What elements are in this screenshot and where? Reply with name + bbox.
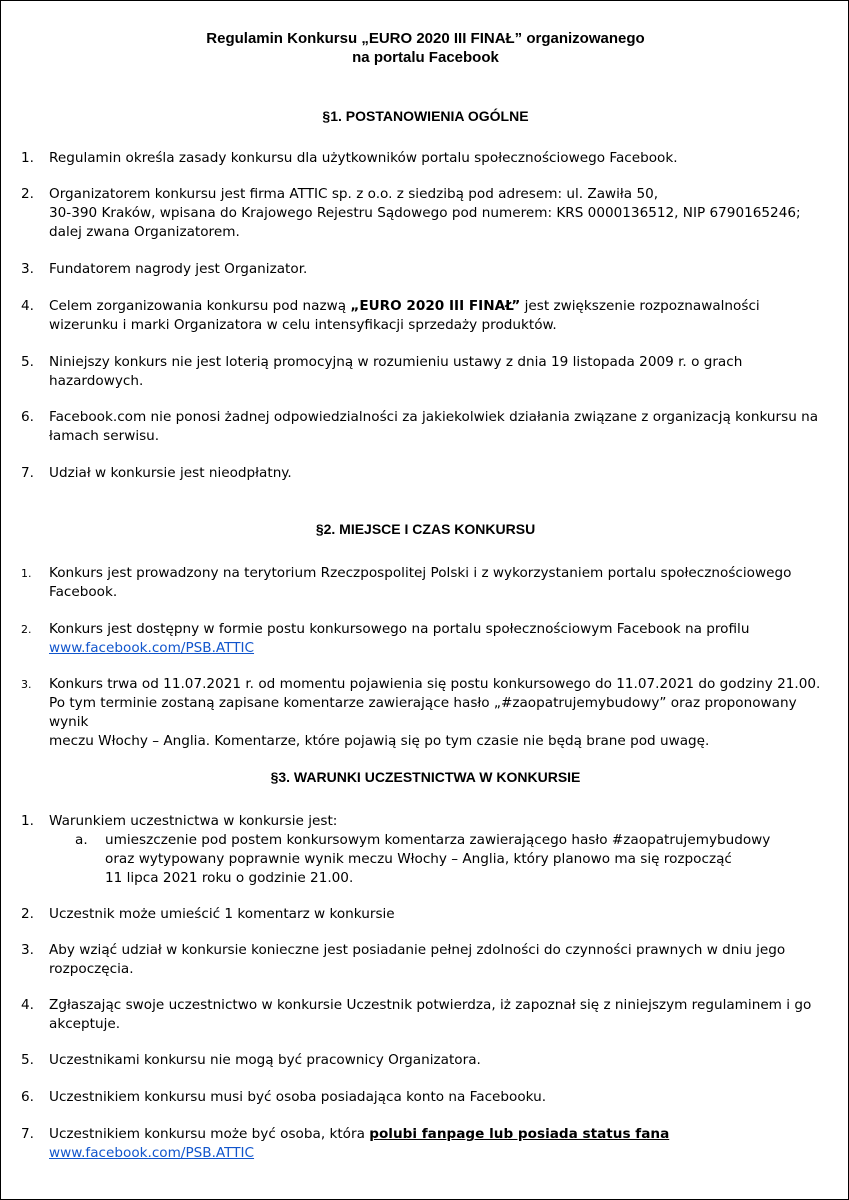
s3-item-6 bbox=[21, 1088, 839, 1107]
s3-item-7 bbox=[21, 1125, 839, 1163]
sub-item-a bbox=[49, 831, 839, 888]
s2-item-1 bbox=[21, 564, 839, 602]
title-line-1: Regulamin Konkursu „EURO 2020 III FINAŁ” organizowanego bbox=[206, 30, 645, 47]
s1-item-1 bbox=[21, 149, 839, 168]
s2-item-3 bbox=[21, 675, 839, 751]
item-number: 1. bbox=[21, 813, 34, 829]
contest-name-bold: „EURO 2020 III FINAŁ” bbox=[350, 298, 521, 314]
item-text: Celem zorganizowania konkursu pod nazwą bbox=[49, 298, 351, 314]
item-text-line: meczu Włochy – Anglia. Komentarze, które pojawią się po tym czasie nie będą brane pod uwagę. bbox=[49, 733, 710, 749]
item-number: 1. bbox=[21, 150, 34, 166]
item-text: Uczestnikiem konkursu może być osoba, która bbox=[49, 1126, 370, 1142]
s1-item-2 bbox=[21, 185, 839, 242]
item-number: 2. bbox=[21, 186, 34, 202]
item-text: Warunkiem uczestnictwa w konkursie jest: bbox=[49, 813, 338, 829]
section-2-heading: §2. MIEJSCE I CZAS KONKURSU bbox=[315, 521, 536, 537]
facebook-profile-link[interactable]: www.facebook.com/PSB.ATTIC bbox=[49, 1145, 255, 1161]
item-text-line: Po tym terminie zostaną zapisane komentarze zawierające hasło „#zaopatrujemybudowy” oraz proponowany wynik bbox=[49, 695, 797, 730]
item-text-line: Konkurs jest prowadzony na terytorium Rzeczpospolitej Polski i z wykorzystaniem portalu społecznościowego bbox=[49, 565, 792, 581]
item-text: Uczestnik może umieścić 1 komentarz w konkursie bbox=[49, 906, 395, 922]
s3-item-5 bbox=[21, 1051, 839, 1070]
item-number: 6. bbox=[21, 1089, 34, 1105]
item-number: 5. bbox=[21, 1052, 34, 1068]
s1-item-3 bbox=[21, 260, 839, 279]
item-number: 3. bbox=[21, 678, 32, 691]
fan-status-bold: polubi fanpage lub posiada status fana bbox=[369, 1126, 670, 1142]
sub-item-text: umieszczenie pod postem konkursowym komentarza zawierającego hasło #zaopatrujemybudowy bbox=[105, 832, 771, 848]
s3-item-4 bbox=[21, 996, 839, 1034]
s1-item-4 bbox=[21, 297, 839, 335]
item-text-line: Facebook. bbox=[49, 584, 118, 600]
item-text: Fundatorem nagrody jest Organizator. bbox=[49, 261, 308, 277]
item-text-line: Konkurs trwa od 11.07.2021 r. od momentu pojawienia się postu konkursowego do 11.07.2021 do godziny 21.00. bbox=[49, 676, 821, 692]
item-number: 7. bbox=[21, 465, 34, 481]
item-text-line bbox=[49, 297, 839, 316]
item-number: 3. bbox=[21, 942, 34, 958]
document-title bbox=[1, 29, 849, 67]
item-text: jest zwiększenie rozpoznawalności bbox=[520, 298, 760, 314]
item-text-line: dalej zwana Organizatorem. bbox=[49, 224, 240, 240]
s1-item-5 bbox=[21, 353, 839, 391]
item-number: 4. bbox=[21, 298, 34, 314]
item-text-line: Zgłaszając swoje uczestnictwo w konkursie Uczestnik potwierdza, iż zapoznał się z niniejszym regulaminem i go bbox=[49, 997, 812, 1013]
s3-item-1 bbox=[21, 812, 839, 888]
item-text-line: hazardowych. bbox=[49, 373, 144, 389]
item-text-line: łamach serwisu. bbox=[49, 428, 160, 444]
item-number: 5. bbox=[21, 354, 34, 370]
section-1-heading: §1. POSTANOWIENIA OGÓLNE bbox=[322, 108, 529, 124]
item-text-line: Organizatorem konkursu jest firma ATTIC sp. z o.o. z siedzibą pod adresem: ul. Zawiła 50, bbox=[49, 186, 659, 202]
item-number: 6. bbox=[21, 409, 34, 425]
item-text-line: 30-390 Kraków, wpisana do Krajowego Rejestru Sądowego pod numerem: KRS 0000136512, NIP 6790165246; bbox=[49, 205, 801, 221]
item-number: 1. bbox=[21, 567, 32, 580]
item-text: Regulamin określa zasady konkursu dla użytkowników portalu społecznościowego Facebook. bbox=[49, 150, 678, 166]
item-text-line: Facebook.com nie ponosi żadnej odpowiedzialności za jakiekolwiek działania związane z organizacją konkursu na bbox=[49, 409, 819, 425]
sub-item-letter: a. bbox=[75, 832, 88, 848]
item-number: 7. bbox=[21, 1126, 34, 1142]
item-number: 4. bbox=[21, 997, 34, 1013]
section-3-heading: §3. WARUNKI UCZESTNICTWA W KONKURSIE bbox=[270, 769, 581, 785]
sub-item-text: 11 lipca 2021 roku o godzinie 21.00. bbox=[105, 870, 354, 886]
item-text: Uczestnikami konkursu nie mogą być pracownicy Organizatora. bbox=[49, 1052, 481, 1068]
item-text-line: wizerunku i marki Organizatora w celu intensyfikacji sprzedaży produktów. bbox=[49, 317, 557, 333]
s1-item-6 bbox=[21, 408, 839, 446]
s3-item-2 bbox=[21, 905, 839, 924]
item-text-line: Niniejszy konkurs nie jest loterią promocyjną w rozumieniu ustawy z dnia 19 listopada 2009 r. o grach bbox=[49, 354, 743, 370]
item-text-line: rozpoczęcia. bbox=[49, 961, 134, 977]
item-text: Udział w konkursie jest nieodpłatny. bbox=[49, 465, 292, 481]
item-number: 3. bbox=[21, 261, 34, 277]
item-text-line: Konkurs jest dostępny w formie postu konkursowego na portalu społecznościowym Facebook na profilu bbox=[49, 621, 750, 637]
s2-item-2 bbox=[21, 620, 839, 658]
item-text: Uczestnikiem konkursu musi być osoba posiadająca konto na Facebooku. bbox=[49, 1089, 547, 1105]
s1-item-7 bbox=[21, 464, 839, 483]
item-text-line: akceptuje. bbox=[49, 1016, 121, 1032]
sub-item-text: oraz wytypowany poprawnie wynik meczu Włochy – Anglia, który planowo ma się rozpocząć bbox=[105, 851, 732, 867]
item-number: 2. bbox=[21, 906, 34, 922]
title-line-2: na portalu Facebook bbox=[352, 49, 499, 66]
item-number: 2. bbox=[21, 623, 32, 636]
item-text-line: Aby wziąć udział w konkursie konieczne jest posiadanie pełnej zdolności do czynności prawnych w dniu jego bbox=[49, 942, 786, 958]
facebook-profile-link[interactable]: www.facebook.com/PSB.ATTIC bbox=[49, 640, 255, 656]
s3-item-3 bbox=[21, 941, 839, 979]
